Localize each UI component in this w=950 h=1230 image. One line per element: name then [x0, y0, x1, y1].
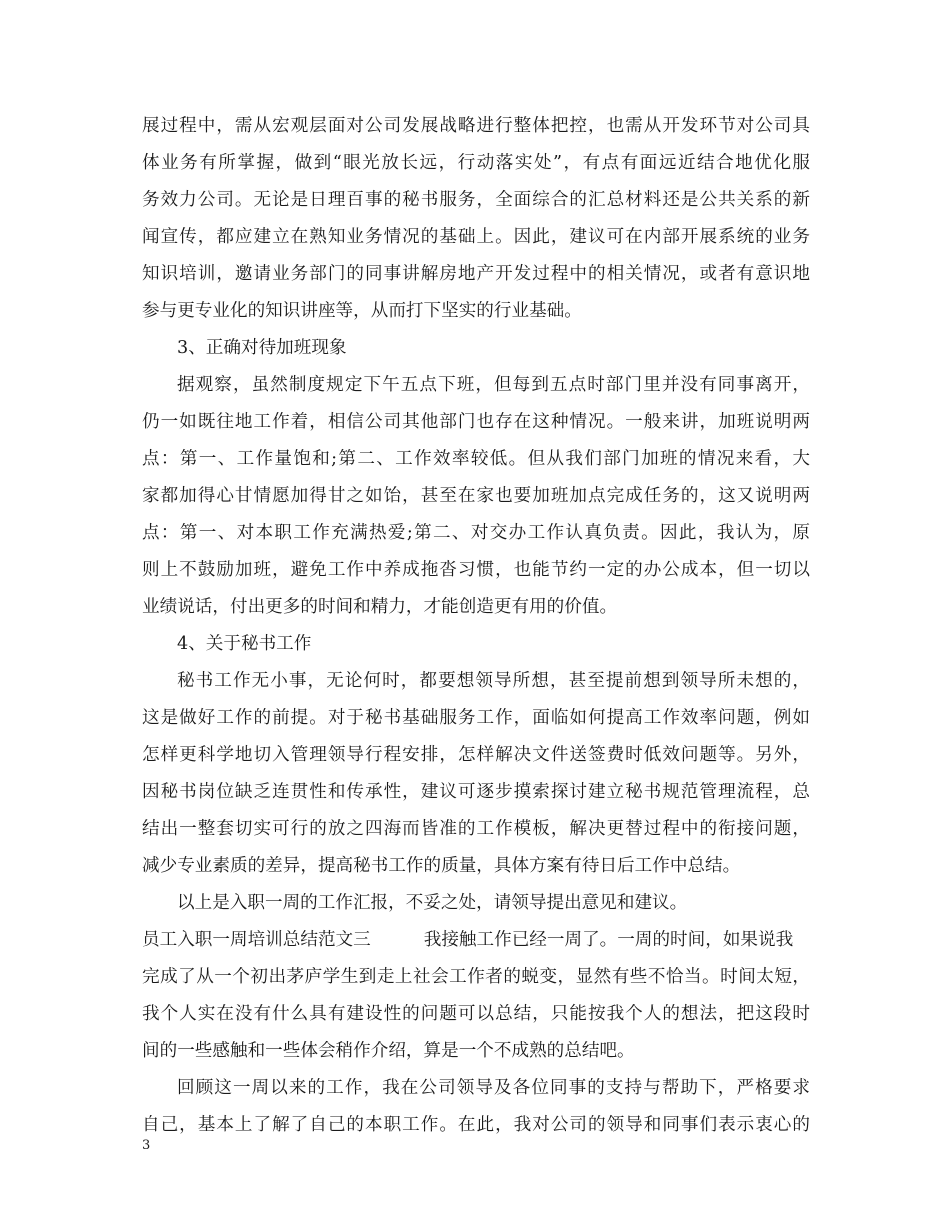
page-number: 3	[142, 1138, 151, 1153]
section-heading: 4、关于秘书工作	[177, 634, 312, 654]
text-line: 我接触工作已经一周了。一周的时间，如果说我	[423, 930, 794, 950]
text-line: 闻宣传，都应建立在熟知业务情况的基础上。因此，建议可在内部开展系统的业务	[142, 227, 810, 247]
section-heading: 3、正确对待加班现象	[177, 338, 347, 358]
text-line: 体业务有所掌握，做到“眼光放长远，行动落实处”，有点有面远近结合地优化服	[142, 153, 810, 173]
text-line: 因秘书岗位缺乏连贯性和传承性，建议可逐步摸索探讨建立秘书规范管理流程，总	[142, 782, 810, 802]
text-line: 以上是入职一周的工作汇报，不妥之处，请领导提出意见和建议。	[177, 893, 688, 913]
text-line: 回顾这一周以来的工作，我在公司领导及各位同事的支持与帮助下，严格要求	[177, 1078, 810, 1098]
text-line: 家都加得心甘情愿加得甘之如饴，甚至在家也要加班加点完成任务的，这又说明两	[142, 486, 810, 506]
text-line: 务效力公司。无论是日理百事的秘书服务，全面综合的汇总材料还是公共关系的新	[142, 190, 810, 210]
text-line: 间的一些感触和一些体会稍作介绍，算是一个不成熟的总结吧。	[142, 1041, 635, 1061]
text-line: 自己，基本上了解了自己的本职工作。在此，我对公司的领导和同事们表示衷心的	[142, 1115, 810, 1135]
text-line: 据观察，虽然制度规定下午五点下班，但每到五点时部门里并没有同事离开，	[177, 375, 810, 395]
article-title: 员工入职一周培训总结范文三	[142, 930, 371, 950]
text-line: 结出一整套切实可行的放之四海而皆准的工作模板，解决更替过程中的衔接问题，	[142, 819, 810, 839]
text-line: 减少专业素质的差异，提高秘书工作的质量，具体方案有待日后工作中总结。	[142, 856, 741, 876]
text-line: 参与更专业化的知识讲座等，从而打下坚实的行业基础。	[142, 301, 582, 321]
article-title-line	[142, 922, 810, 959]
text-line: 业绩说话，付出更多的时间和精力，才能创造更有用的价值。	[142, 597, 618, 617]
text-line: 怎样更科学地切入管理领导行程安排，怎样解决文件送签费时低效问题等。另外，	[142, 745, 810, 765]
text-line: 则上不鼓励加班，避免工作中养成拖沓习惯，也能节约一定的办公成本，但一切以	[142, 560, 810, 580]
text-line: 我个人实在没有什么具有建设性的问题可以总结，只能按我个人的想法，把这段时	[142, 1004, 810, 1024]
document-body	[142, 108, 810, 1144]
text-line: 仍一如既往地工作着，相信公司其他部门也存在这种情况。一般来讲，加班说明两	[142, 412, 810, 432]
text-line: 知识培训，邀请业务部门的同事讲解房地产开发过程中的相关情况，或者有意识地	[142, 264, 810, 284]
text-line: 点：第一、对本职工作充满热爱;第二、对交办工作认真负责。因此，我认为，原	[142, 523, 810, 543]
text-line: 这是做好工作的前提。对于秘书基础服务工作，面临如何提高工作效率问题，例如	[142, 708, 810, 728]
text-line: 完成了从一个初出茅庐学生到走上社会工作者的蜕变，显然有些不恰当。时间太短，	[142, 967, 810, 987]
text-line: 展过程中，需从宏观层面对公司发展战略进行整体把控，也需从开发环节对公司具	[142, 116, 810, 136]
text-line: 点：第一、工作量饱和;第二、工作效率较低。但从我们部门加班的情况来看，大	[142, 449, 810, 469]
text-line: 秘书工作无小事，无论何时，都要想领导所想，甚至提前想到领导所未想的，	[177, 671, 810, 691]
